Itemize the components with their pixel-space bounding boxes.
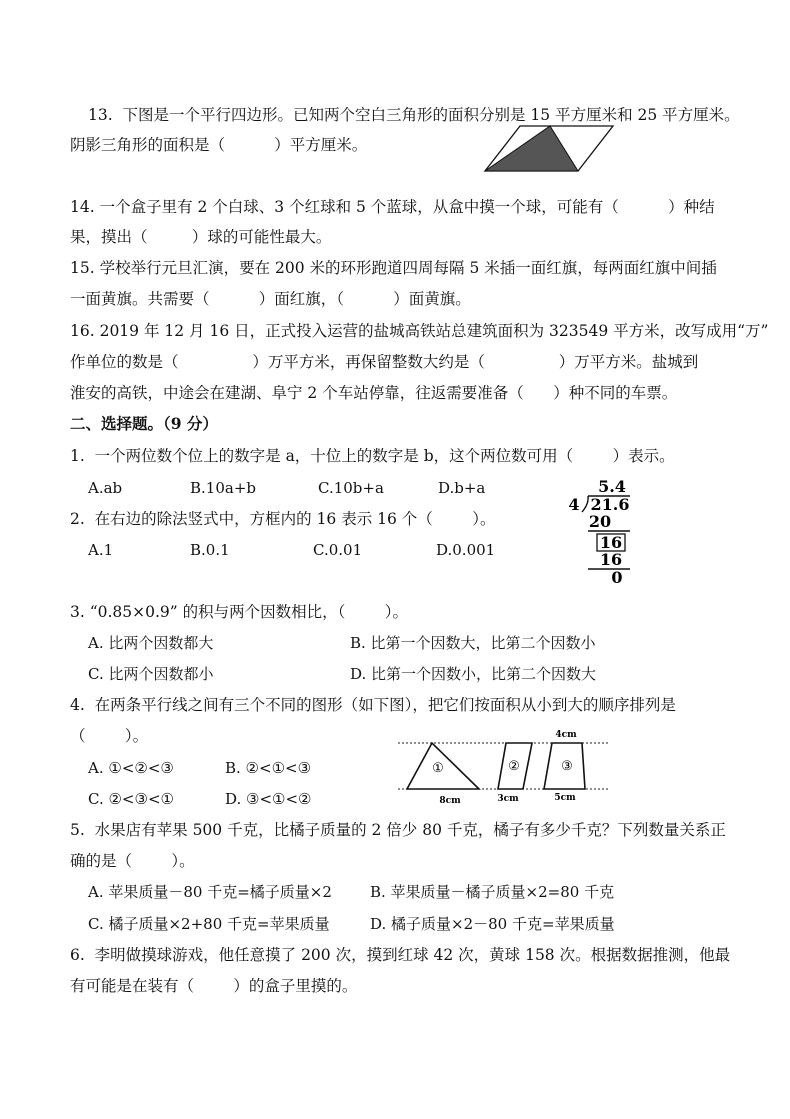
long-division-figure: [560, 474, 640, 586]
q13-line2: 阴影三角形的面积是（ ）平方厘米。: [70, 136, 368, 154]
c6-stem-line2: 有可能是在装有（ ）的盒子里摸的。: [70, 977, 358, 995]
c4-stem: 4. 在两条平行线之间有三个不同的图形（如下图），把它们按面积从小到大的顺序排列是: [70, 696, 676, 714]
c2-stem: 2. 在右边的除法竖式中，方框内的 16 表示 16 个（ ）。: [70, 510, 496, 528]
c1-option-b: B.10a+b: [190, 479, 256, 497]
c2-option-c: C.0.01: [313, 541, 363, 559]
c3-option-d: D. 比第一个因数小，比第二个因数大: [350, 665, 597, 683]
division-step2: 16: [599, 550, 623, 569]
division-divisor: 4: [568, 495, 580, 514]
shape-label-2: ②: [508, 759, 520, 774]
shape-label-1: ①: [432, 761, 444, 776]
parallel-lines-figure: [398, 728, 610, 808]
c5-option-a: A. 苹果质量－80 千克=橘子质量×2: [88, 883, 332, 901]
c3-stem: 3. “0.85×0.9” 的积与两个因数相比，（ ）。: [70, 603, 409, 621]
c2-option-b: B.0.1: [190, 541, 230, 559]
c2-option-d: D.0.001: [436, 541, 496, 559]
c1-option-c: C.10b+a: [318, 479, 384, 497]
c2-option-a: A.1: [88, 541, 114, 559]
c4-option-c: C. ②<③<①: [88, 790, 174, 808]
c3-option-a: A. 比两个因数都大: [88, 634, 214, 652]
parallelogram-figure: [485, 124, 615, 174]
q14-line2: 果，摸出（ ）球的可能性最大。: [70, 228, 332, 246]
c1-stem: 1. 一个两位数个位上的数字是 a，十位上的数字是 b，这个两位数可用（ ）表示。: [70, 447, 675, 465]
c4-blank: （ ）。: [70, 727, 149, 745]
q15-line1: 15. 学校举行元旦汇演，要在 200 米的环形跑道四周每隔 5 米插一面红旗，每两面红旗中间插: [70, 259, 717, 277]
q15-line2: 一面黄旗。共需要（ ）面红旗，（ ）面黄旗。: [70, 290, 471, 308]
top-label-3: 4cm: [555, 730, 577, 740]
c1-option-a: A.ab: [88, 479, 123, 497]
c6-stem-line1: 6. 李明做摸球游戏，他任意摸了 200 次，摸到红球 42 次，黄球 158 次。根据数据推测，他最: [70, 946, 731, 964]
q16-line3: 淮安的高铁，中途会在建湖、阜宁 2 个车站停靠，往返需要准备（ ）种不同的车票。: [70, 384, 678, 402]
shape-label-3: ③: [561, 759, 573, 774]
c5-option-d: D. 橘子质量×2－80 千克=苹果质量: [370, 915, 615, 933]
c4-option-b: B. ②<①<③: [225, 759, 312, 777]
c5-stem-line2: 确的是（ ）。: [70, 852, 195, 870]
c5-option-b: B. 苹果质量－橘子质量×2=80 千克: [370, 883, 615, 901]
c3-option-b: B. 比第一个因数大，比第二个因数小: [350, 634, 596, 652]
division-boxed: 16: [599, 533, 623, 552]
division-dividend: 21.6: [590, 495, 630, 514]
c5-option-c: C. 橘子质量×2+80 千克=苹果质量: [88, 915, 330, 933]
c3-option-c: C. 比两个因数都小: [88, 665, 214, 683]
section-title: 二、选择题。（9 分）: [70, 414, 218, 433]
division-quotient: 5.4: [598, 477, 626, 496]
q16-line1: 16. 2019 年 12 月 16 日，正式投入运营的盐城高铁站总建筑面积为 323549 平方米，改写成用“万”: [70, 322, 769, 340]
c5-stem-line1: 5. 水果店有苹果 500 千克，比橘子质量的 2 倍少 80 千克，橘子有多少千克？下列数量关系正: [70, 821, 726, 839]
q14-line1: 14. 一个盒子里有 2 个白球、3 个红球和 5 个蓝球，从盒中摸一个球，可能有（ ）种结: [70, 198, 715, 216]
base-label-3: 5cm: [554, 793, 576, 803]
c4-option-a: A. ①<②<③: [88, 759, 174, 777]
base-label-1: 8cm: [439, 796, 461, 806]
division-step1: 20: [588, 512, 612, 531]
c1-option-d: D.b+a: [438, 479, 486, 497]
q16-line2: 作单位的数是（ ）万平方米，再保留整数大约是（ ）万平方米。盐城到: [70, 353, 699, 371]
base-label-2: 3cm: [497, 794, 519, 804]
c4-option-d: D. ③<①<②: [225, 790, 312, 808]
division-remainder: 0: [611, 568, 623, 587]
q13-line1: 13. 下图是一个平行四边形。已知两个空白三角形的面积分别是 15 平方厘米和 25 平方厘米。: [88, 106, 740, 124]
